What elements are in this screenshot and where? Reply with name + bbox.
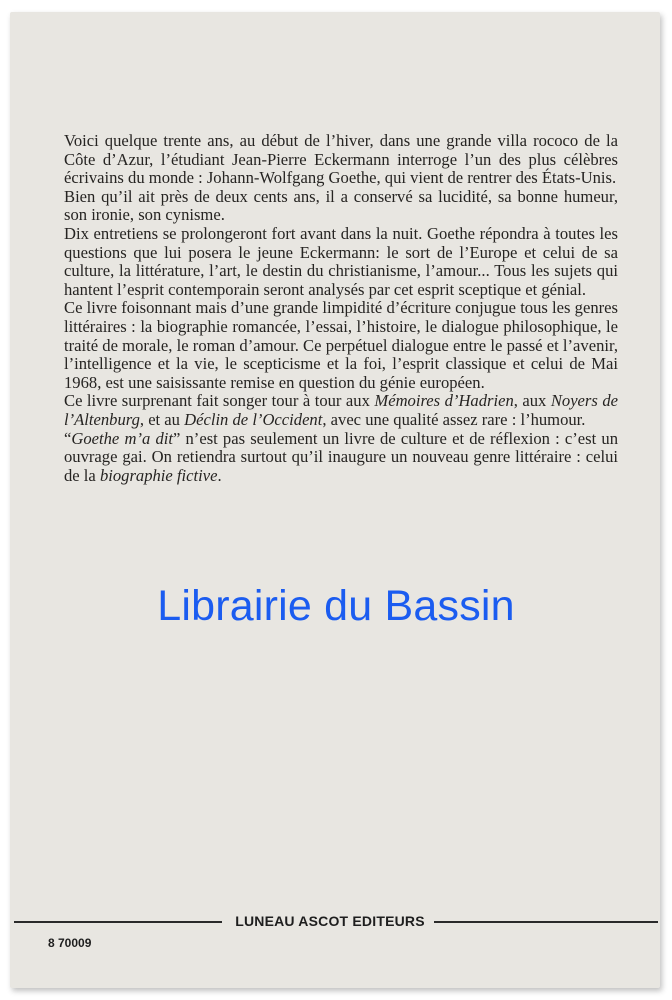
divider-left [14, 921, 222, 923]
book-title-memoires: Mémoires d’Hadrien [374, 391, 514, 411]
open-quote: “ [64, 428, 72, 448]
seller-watermark: Librairie du Bassin [157, 582, 515, 630]
blurb-text: , et au [139, 409, 185, 429]
blurb-paragraph-2: Bien qu’il ait près de deux cents ans, il a conservé sa lucidité, sa bonne humeur, son ironie, son cynisme. [64, 186, 618, 225]
blurb-paragraph-3: Dix entretiens se prolongeront fort avant dans la nuit. Goethe répondra à toutes les questions que lui posera le jeune Eckermann: le sort de l’Europe et celui de sa culture, la littérature, l’art, le destin du christianisme, l’amour... Tous les sujets qui hantent l’esprit contemporain seront analysés par cet esprit sceptique et génial. [64, 223, 618, 299]
book-title-goethe: Goethe m’a dit [71, 428, 173, 448]
blurb-text: Ce livre surprenant fait songer tour à tour aux [64, 391, 375, 411]
publisher-name: LUNEAU ASCOT EDITEURS [235, 913, 425, 929]
blurb-paragraph-6 [64, 430, 618, 486]
book-title-noyers: Noyers de l’Altenburg [64, 391, 618, 429]
book-title-declin: Déclin de l’Occident [184, 409, 323, 429]
divider-right [434, 921, 658, 923]
blurb-text: , avec une qualité assez rare : l’humour. [322, 409, 586, 429]
blurb-text: ” n’est pas seulement un livre de culture et de réflexion : c’est un ouvrage gai. On retiendra surtout qu’il inaugure un nouveau genre littéraire : celui de la [64, 428, 618, 485]
blurb-paragraph-4: Ce livre foisonnant mais d’une grande limpidité d’écriture conjugue tous les genres littéraires : la biographie romancée, l’essai, l’histoire, le dialogue philosophique, le traité de morale, le roman d’amour. Ce perpétuel dialogue entre le passé et l’avenir, l’intelligence et la vie, le scepticisme et la foi, l’esprit classique et celui de Mai 1968, est une saisissante remise en question du génie européen. [64, 298, 618, 392]
blurb-text: , aux [513, 391, 551, 411]
blurb-paragraph-5 [64, 392, 618, 429]
back-cover-blurb [64, 132, 618, 485]
genre-biographie-fictive: biographie fictive [99, 465, 218, 485]
blurb-paragraph-1: Voici quelque trente ans, au début de l’hiver, dans une grande villa rococo de la Côte d’Azur, l’étudiant Jean-Pierre Eckermann interroge l’un des plus célèbres écrivains du monde : Johann-Wolfgang Goethe, qui vient de rentrer des États-Unis. [64, 131, 618, 188]
blurb-text: . [217, 465, 222, 485]
catalog-code: 8 70009 [48, 936, 92, 950]
